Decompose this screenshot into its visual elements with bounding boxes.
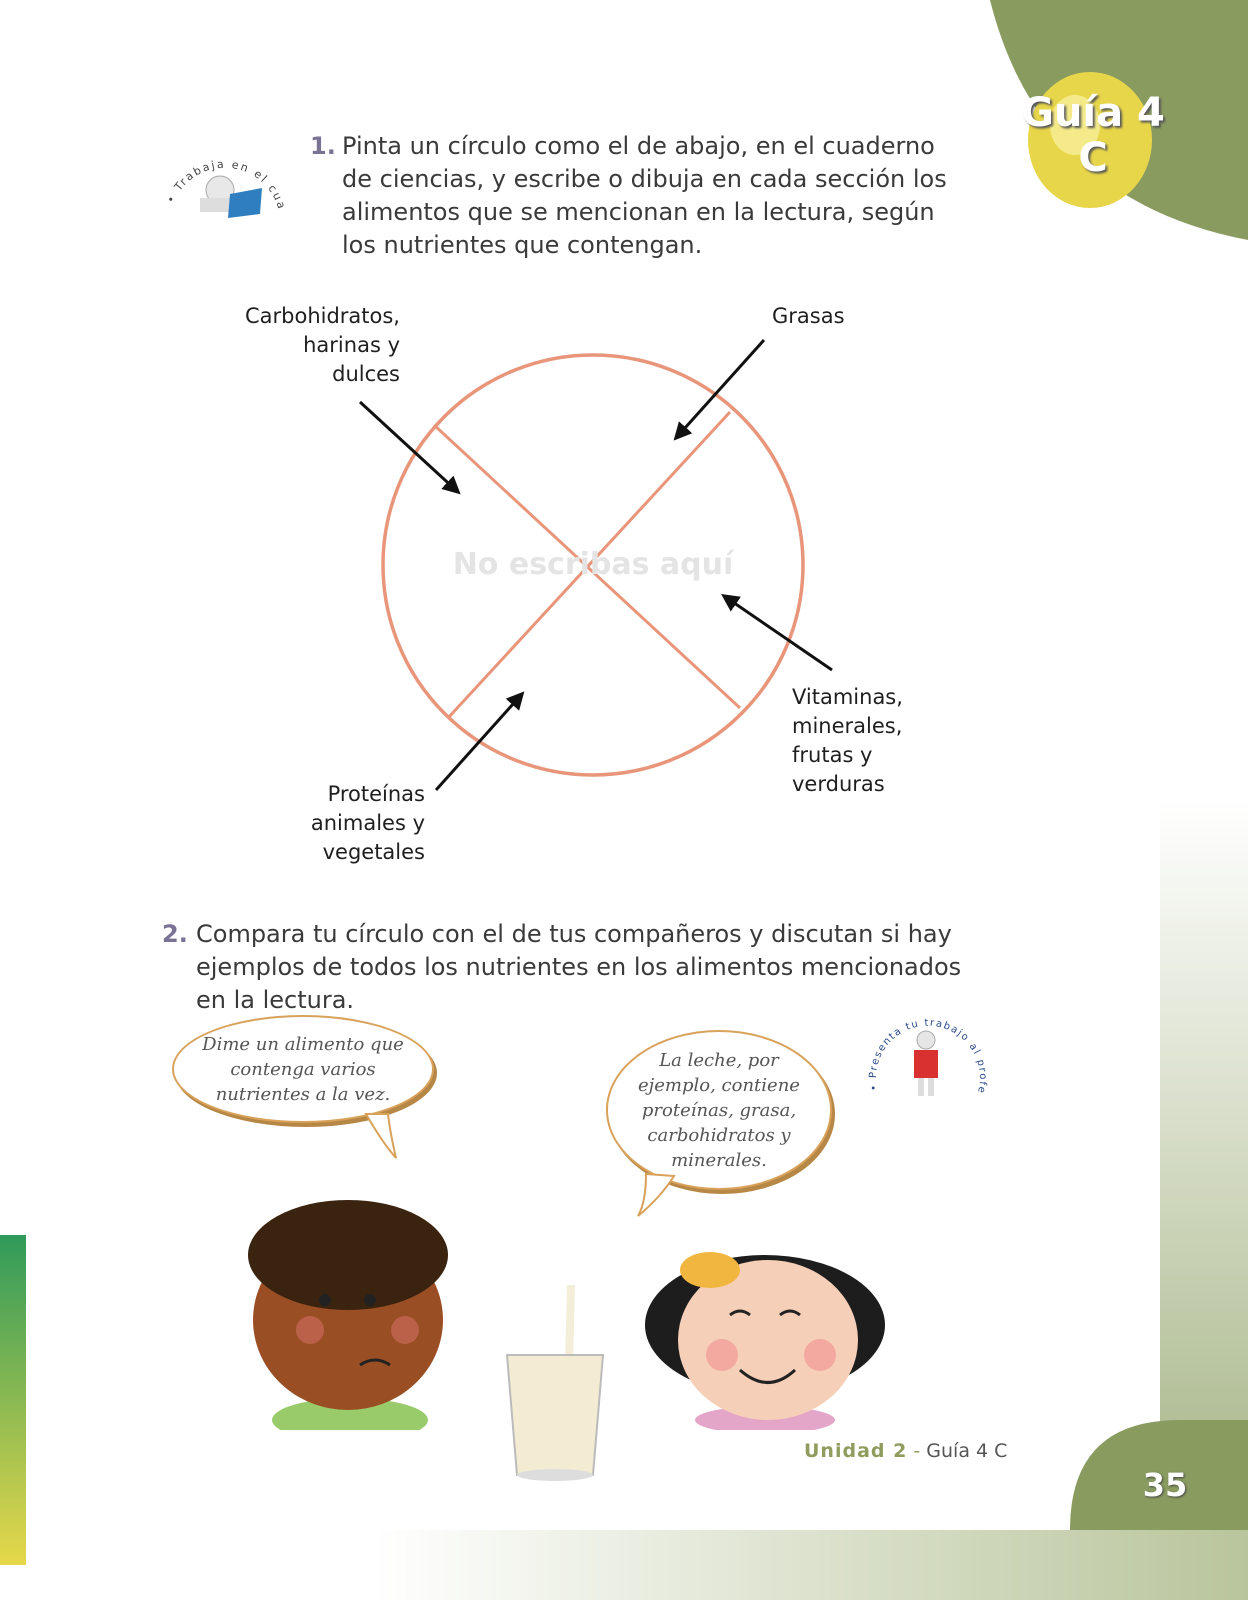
activity-2-text: Compara tu círculo con el de tus compañeros y discutan si hay ejemplos de todos los nutrientes en los alimentos mencionados en la lectura. bbox=[196, 920, 962, 1014]
footer-separator: - bbox=[913, 1440, 921, 1462]
label-vitamins: Vitaminas, minerales, frutas y verduras bbox=[792, 685, 903, 796]
watermark: No escribas aquí bbox=[452, 547, 734, 582]
teacher-badge-text: • Presenta tu trabajo al profe bbox=[868, 1017, 988, 1096]
speech-bubble-right-text: La leche, por ejemplo, contiene proteínas, grasa, carbohidratos y minerales. bbox=[638, 1049, 800, 1171]
label-carbs: Carbohidratos, harinas y dulces bbox=[244, 304, 400, 386]
label-proteins: Proteínas animales y vegetales bbox=[310, 782, 425, 864]
speech-tail-left bbox=[360, 1112, 410, 1162]
footer-unit-name: Unidad 2 bbox=[804, 1440, 908, 1462]
teacher-icon bbox=[868, 1000, 988, 1110]
footer-guide: Guía 4 C bbox=[926, 1440, 1008, 1462]
speech-bubble-right bbox=[606, 1030, 832, 1190]
teacher-badge bbox=[868, 1000, 988, 1110]
guide-letter: C bbox=[1078, 135, 1108, 181]
speech-bubble-left bbox=[172, 1015, 434, 1123]
boy-illustration bbox=[230, 1190, 470, 1430]
speech-bubble-left-text: Dime un alimento que contenga varios nutrientes a la vez. bbox=[202, 1033, 404, 1105]
activity-1-number: 1. bbox=[310, 132, 336, 160]
page-number: 35 bbox=[1142, 1466, 1188, 1504]
notebook-badge-text: • Trabaja en el cua bbox=[164, 157, 289, 212]
label-fats: Grasas bbox=[772, 304, 845, 328]
activity-2-number: 2. bbox=[162, 920, 188, 948]
milk-glass-illustration bbox=[495, 1285, 615, 1485]
guide-title: Guía 4 bbox=[1021, 90, 1165, 136]
girl-illustration bbox=[630, 1215, 900, 1430]
footer-unit bbox=[804, 1440, 1007, 1462]
activity-1-text: Pinta un círculo como el de abajo, en el cuaderno de ciencias, y escribe o dibuja en cada sección los alimentos que se mencionan en la lectura, según los nutrientes que contengan. bbox=[342, 132, 947, 259]
